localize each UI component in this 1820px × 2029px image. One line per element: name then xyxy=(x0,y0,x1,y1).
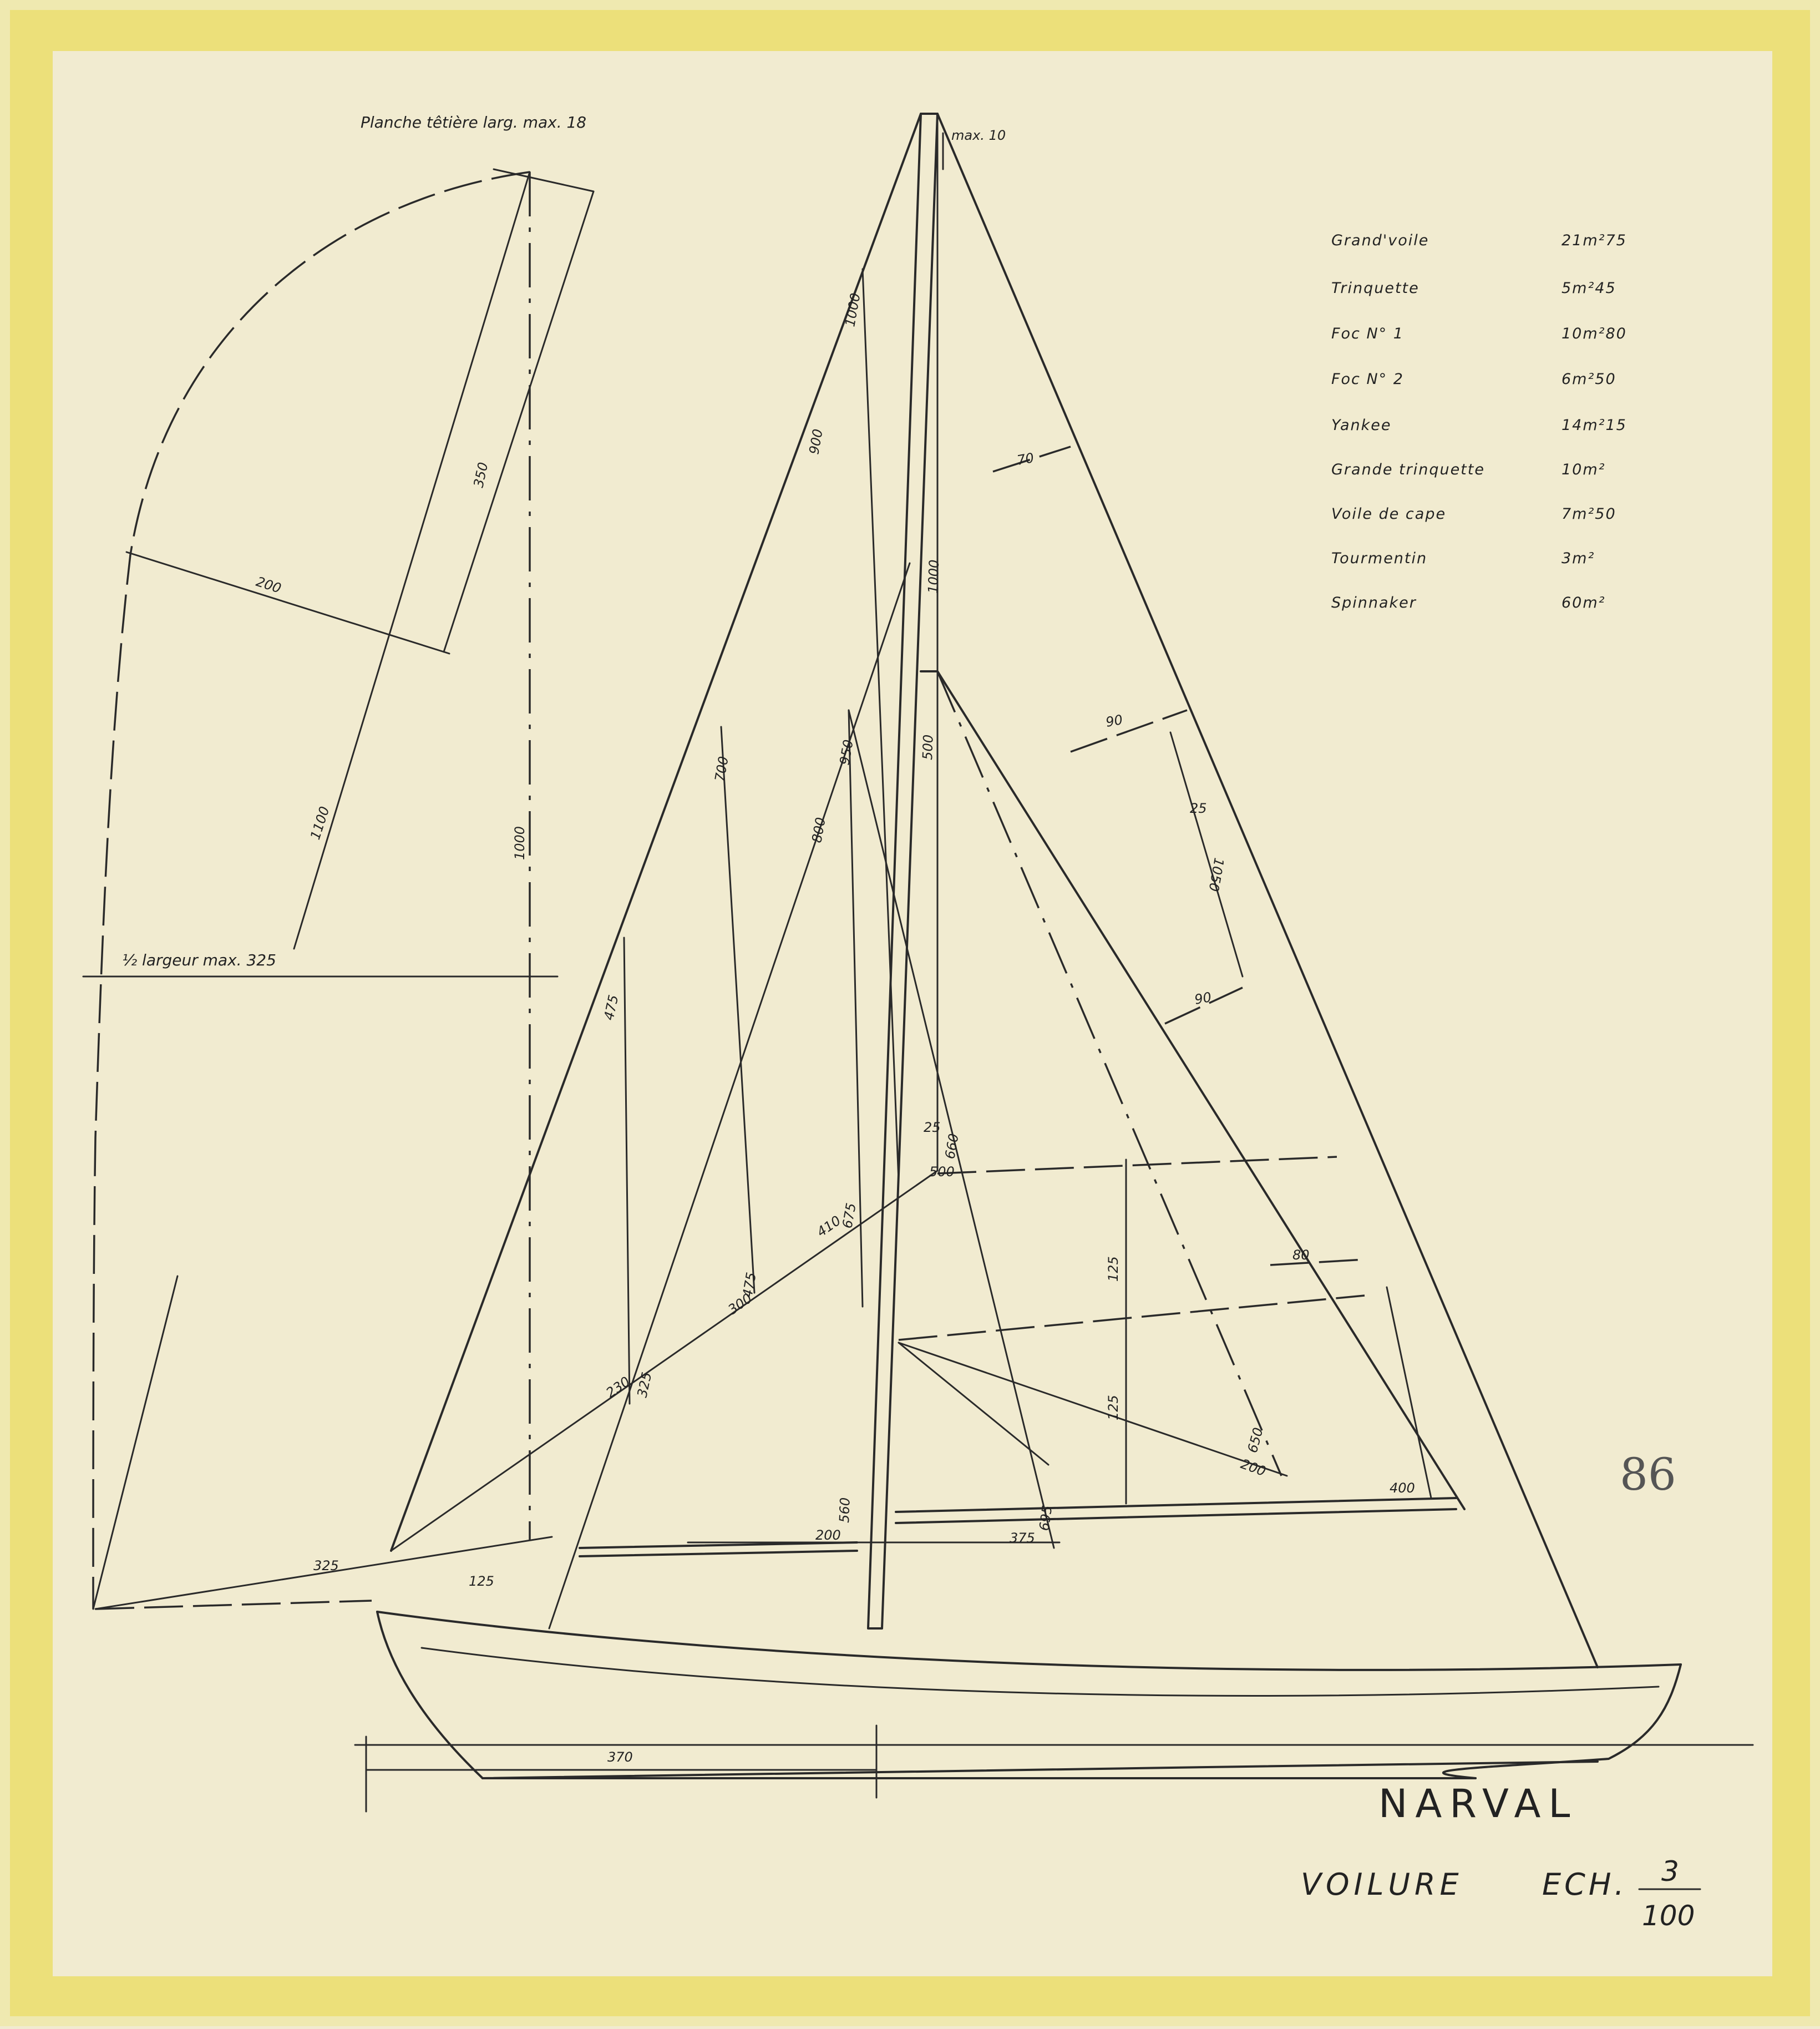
sail-name-0: Grand'voile xyxy=(1331,232,1429,249)
sail-name-7: Tourmentin xyxy=(1331,550,1428,567)
dim-660: 660 xyxy=(942,1132,962,1161)
dim-400: 400 xyxy=(1390,1480,1415,1496)
sail-name-3: Foc N° 2 xyxy=(1331,371,1404,388)
spinnaker-dim-foot-325: 325 xyxy=(313,1558,339,1573)
dim-560: 560 xyxy=(837,1497,853,1524)
dim-125-b: 125 xyxy=(1106,1395,1121,1420)
sail-name-8: Spinnaker xyxy=(1331,594,1417,611)
dim-25-b: 25 xyxy=(1190,801,1207,816)
title-name: NARVAL xyxy=(1378,1781,1578,1826)
dim-1000-top: 1000 xyxy=(842,292,864,328)
dim-230: 230 xyxy=(603,1373,633,1401)
sail-name-4: Yankee xyxy=(1331,417,1392,434)
dim-950: 950 xyxy=(837,738,856,767)
sail-area-3: 6m²50 xyxy=(1562,371,1616,388)
scale-numerator: 3 xyxy=(1661,1855,1679,1888)
scale-denominator: 100 xyxy=(1642,1900,1695,1932)
dim-675: 675 xyxy=(839,1202,859,1230)
sail-name-2: Foc N° 1 xyxy=(1331,325,1404,342)
sail-area-1: 5m²45 xyxy=(1562,280,1616,297)
sail-area-6: 7m²50 xyxy=(1562,505,1616,523)
sail-area-4: 14m²15 xyxy=(1562,417,1627,434)
dim-300: 300 xyxy=(725,1290,755,1318)
sail-area-8: 60m² xyxy=(1562,594,1606,611)
dim-325: 325 xyxy=(634,1370,655,1399)
dim-125-a: 125 xyxy=(1106,1256,1121,1282)
sail-area-7: 3m² xyxy=(1562,550,1595,567)
sail-area-0: 21m²75 xyxy=(1562,232,1627,249)
dim-475: 475 xyxy=(739,1271,759,1299)
dim-695: 695 xyxy=(1036,1504,1056,1532)
title-subtitle: VOILURE xyxy=(1301,1867,1463,1902)
dim-1050: 1050 xyxy=(1205,856,1227,893)
headboard-note: Planche têtière larg. max. 18 xyxy=(361,113,587,131)
mast-note: max. 10 xyxy=(951,128,1006,143)
dim-650: 650 xyxy=(1244,1426,1266,1455)
sail-area-5: 10m² xyxy=(1562,461,1606,478)
sail-name-5: Grande trinquette xyxy=(1331,461,1485,478)
spinnaker-dim-200: 200 xyxy=(254,574,283,596)
spinnaker-dim-tack-125: 125 xyxy=(469,1573,494,1589)
dim-475-left: 475 xyxy=(601,993,622,1022)
sail-name-6: Voile de cape xyxy=(1331,505,1447,523)
dim-25-a: 25 xyxy=(924,1120,941,1135)
dim-500-b: 500 xyxy=(929,1164,955,1180)
dim-375: 375 xyxy=(1010,1530,1035,1546)
dim-90-b: 90 xyxy=(1193,989,1213,1008)
pencil-annotation: 86 xyxy=(1620,1449,1676,1500)
spinnaker-dim-350: 350 xyxy=(470,461,491,489)
half-width-label: ½ largeur max. 325 xyxy=(122,951,276,969)
spinnaker-dim-1000: 1000 xyxy=(512,826,528,860)
sail-name-1: Trinquette xyxy=(1331,280,1420,297)
dim-700: 700 xyxy=(712,755,732,783)
sail-area-2: 10m²80 xyxy=(1562,325,1627,342)
dim-800: 800 xyxy=(809,816,829,844)
dim-410: 410 xyxy=(814,1212,844,1240)
spinnaker-dim-1100: 1100 xyxy=(307,804,333,842)
scale-label: ECH. xyxy=(1542,1867,1628,1902)
dim-200-boom: 200 xyxy=(815,1527,841,1543)
dim-70: 70 xyxy=(1016,450,1036,468)
dim-80: 80 xyxy=(1292,1247,1310,1263)
dim-1000-mast: 1000 xyxy=(925,559,942,594)
dim-90-a: 90 xyxy=(1104,712,1124,730)
dim-500: 500 xyxy=(920,734,936,761)
dim-200-b: 200 xyxy=(1238,1456,1268,1480)
dim-370: 370 xyxy=(607,1749,633,1765)
dim-900: 900 xyxy=(806,428,826,456)
